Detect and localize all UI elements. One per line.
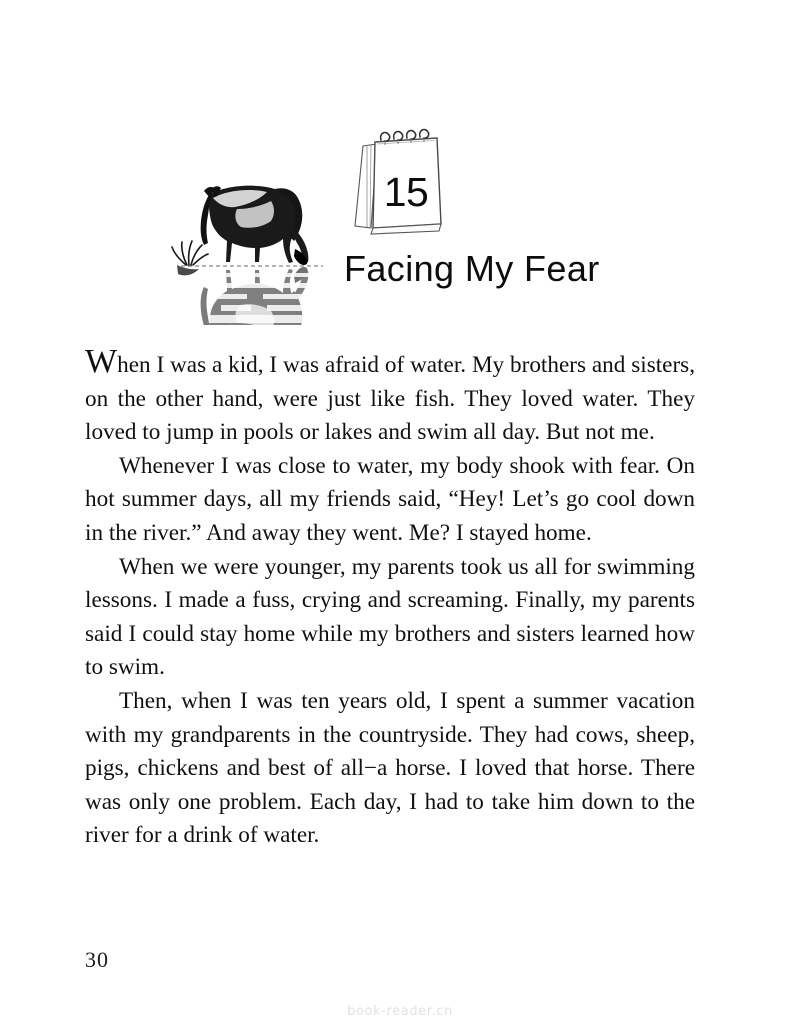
paragraph-2: Whenever I was close to water, my body shook with fear. On hot summer days, all my friends said, “Hey! Let’s go cool down in the river.” And away they went. Me? I stayed home. — [85, 452, 695, 546]
chapter-header — [0, 120, 800, 330]
chapter-number: 15 — [383, 168, 429, 215]
paragraph-1-text: hen I was a kid, I was afraid of water. My brothers and sisters, on the other hand, were just like fish. They loved water. They loved to jump in pools or lakes and swim all day. But not me. — [85, 352, 695, 446]
paragraph-1 — [85, 343, 695, 450]
horse-drinking-at-water-illustration — [163, 165, 343, 325]
drop-cap: W — [85, 343, 118, 380]
paragraph-4: Then, when I was ten years old, I spent a summer vacation with my grandparents in the countryside. They had cows, sheep, pigs, chickens and best of all−a horse. I loved that horse. There was only one problem. Each day, I had to take him down to the river for a drink of water. — [85, 687, 695, 849]
chapter-body — [85, 343, 695, 853]
paragraph-3: When we were younger, my parents took us all for swimming lessons. I made a fuss, crying and screaming. Finally, my parents said I could stay home while my brothers and sisters learned how to swim. — [85, 553, 695, 681]
watermark: book-reader.cn — [347, 1004, 453, 1019]
chapter-title: Facing My Fear — [344, 248, 600, 289]
page-number: 30 — [85, 947, 109, 972]
desk-calendar-illustration — [333, 128, 461, 240]
